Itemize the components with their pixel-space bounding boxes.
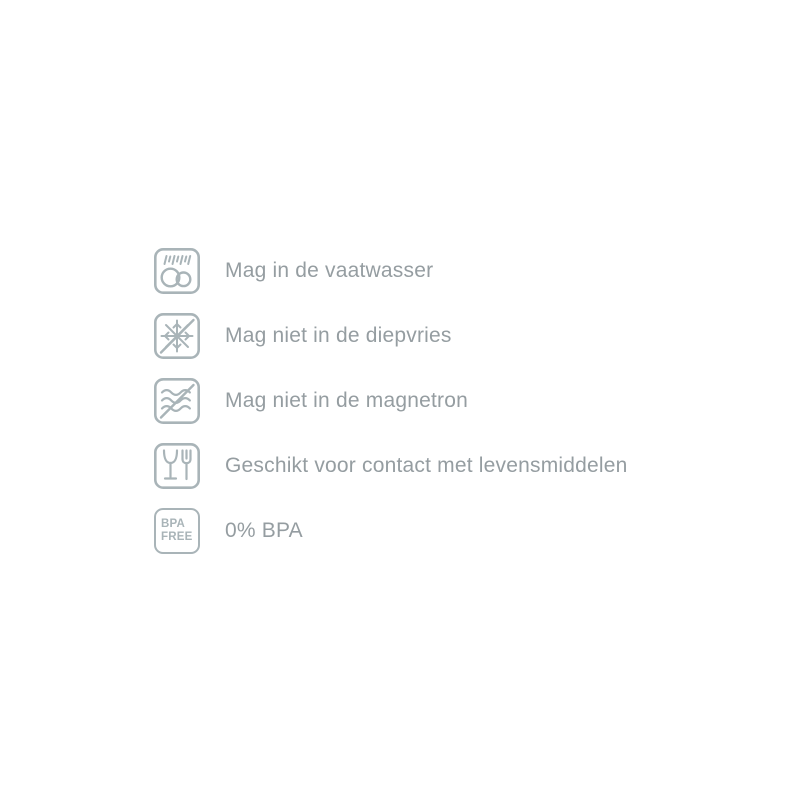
bpa-free-icon [154, 508, 200, 554]
dishwasher-safe-icon [154, 248, 200, 294]
feature-list [154, 248, 628, 554]
feature-row-dishwasher-safe [154, 248, 628, 294]
bpa-free-icon-line1: BPA [161, 518, 186, 531]
bpa-free-icon-line2: FREE [161, 531, 193, 543]
food-contact-safe-icon [154, 443, 200, 489]
feature-label: 0% BPA [225, 519, 303, 542]
feature-row-no-microwave [154, 378, 628, 424]
feature-label: Mag in de vaatwasser [225, 259, 434, 282]
freezer-not-allowed-icon [154, 313, 200, 359]
microwave-not-allowed-icon [154, 378, 200, 424]
feature-row-bpa-free [154, 508, 628, 554]
feature-label: Mag niet in de diepvries [225, 324, 452, 347]
feature-row-no-freezer [154, 313, 628, 359]
feature-row-food-safe [154, 443, 628, 489]
feature-label: Geschikt voor contact met levensmiddelen [225, 454, 628, 477]
feature-label: Mag niet in de magnetron [225, 389, 468, 412]
